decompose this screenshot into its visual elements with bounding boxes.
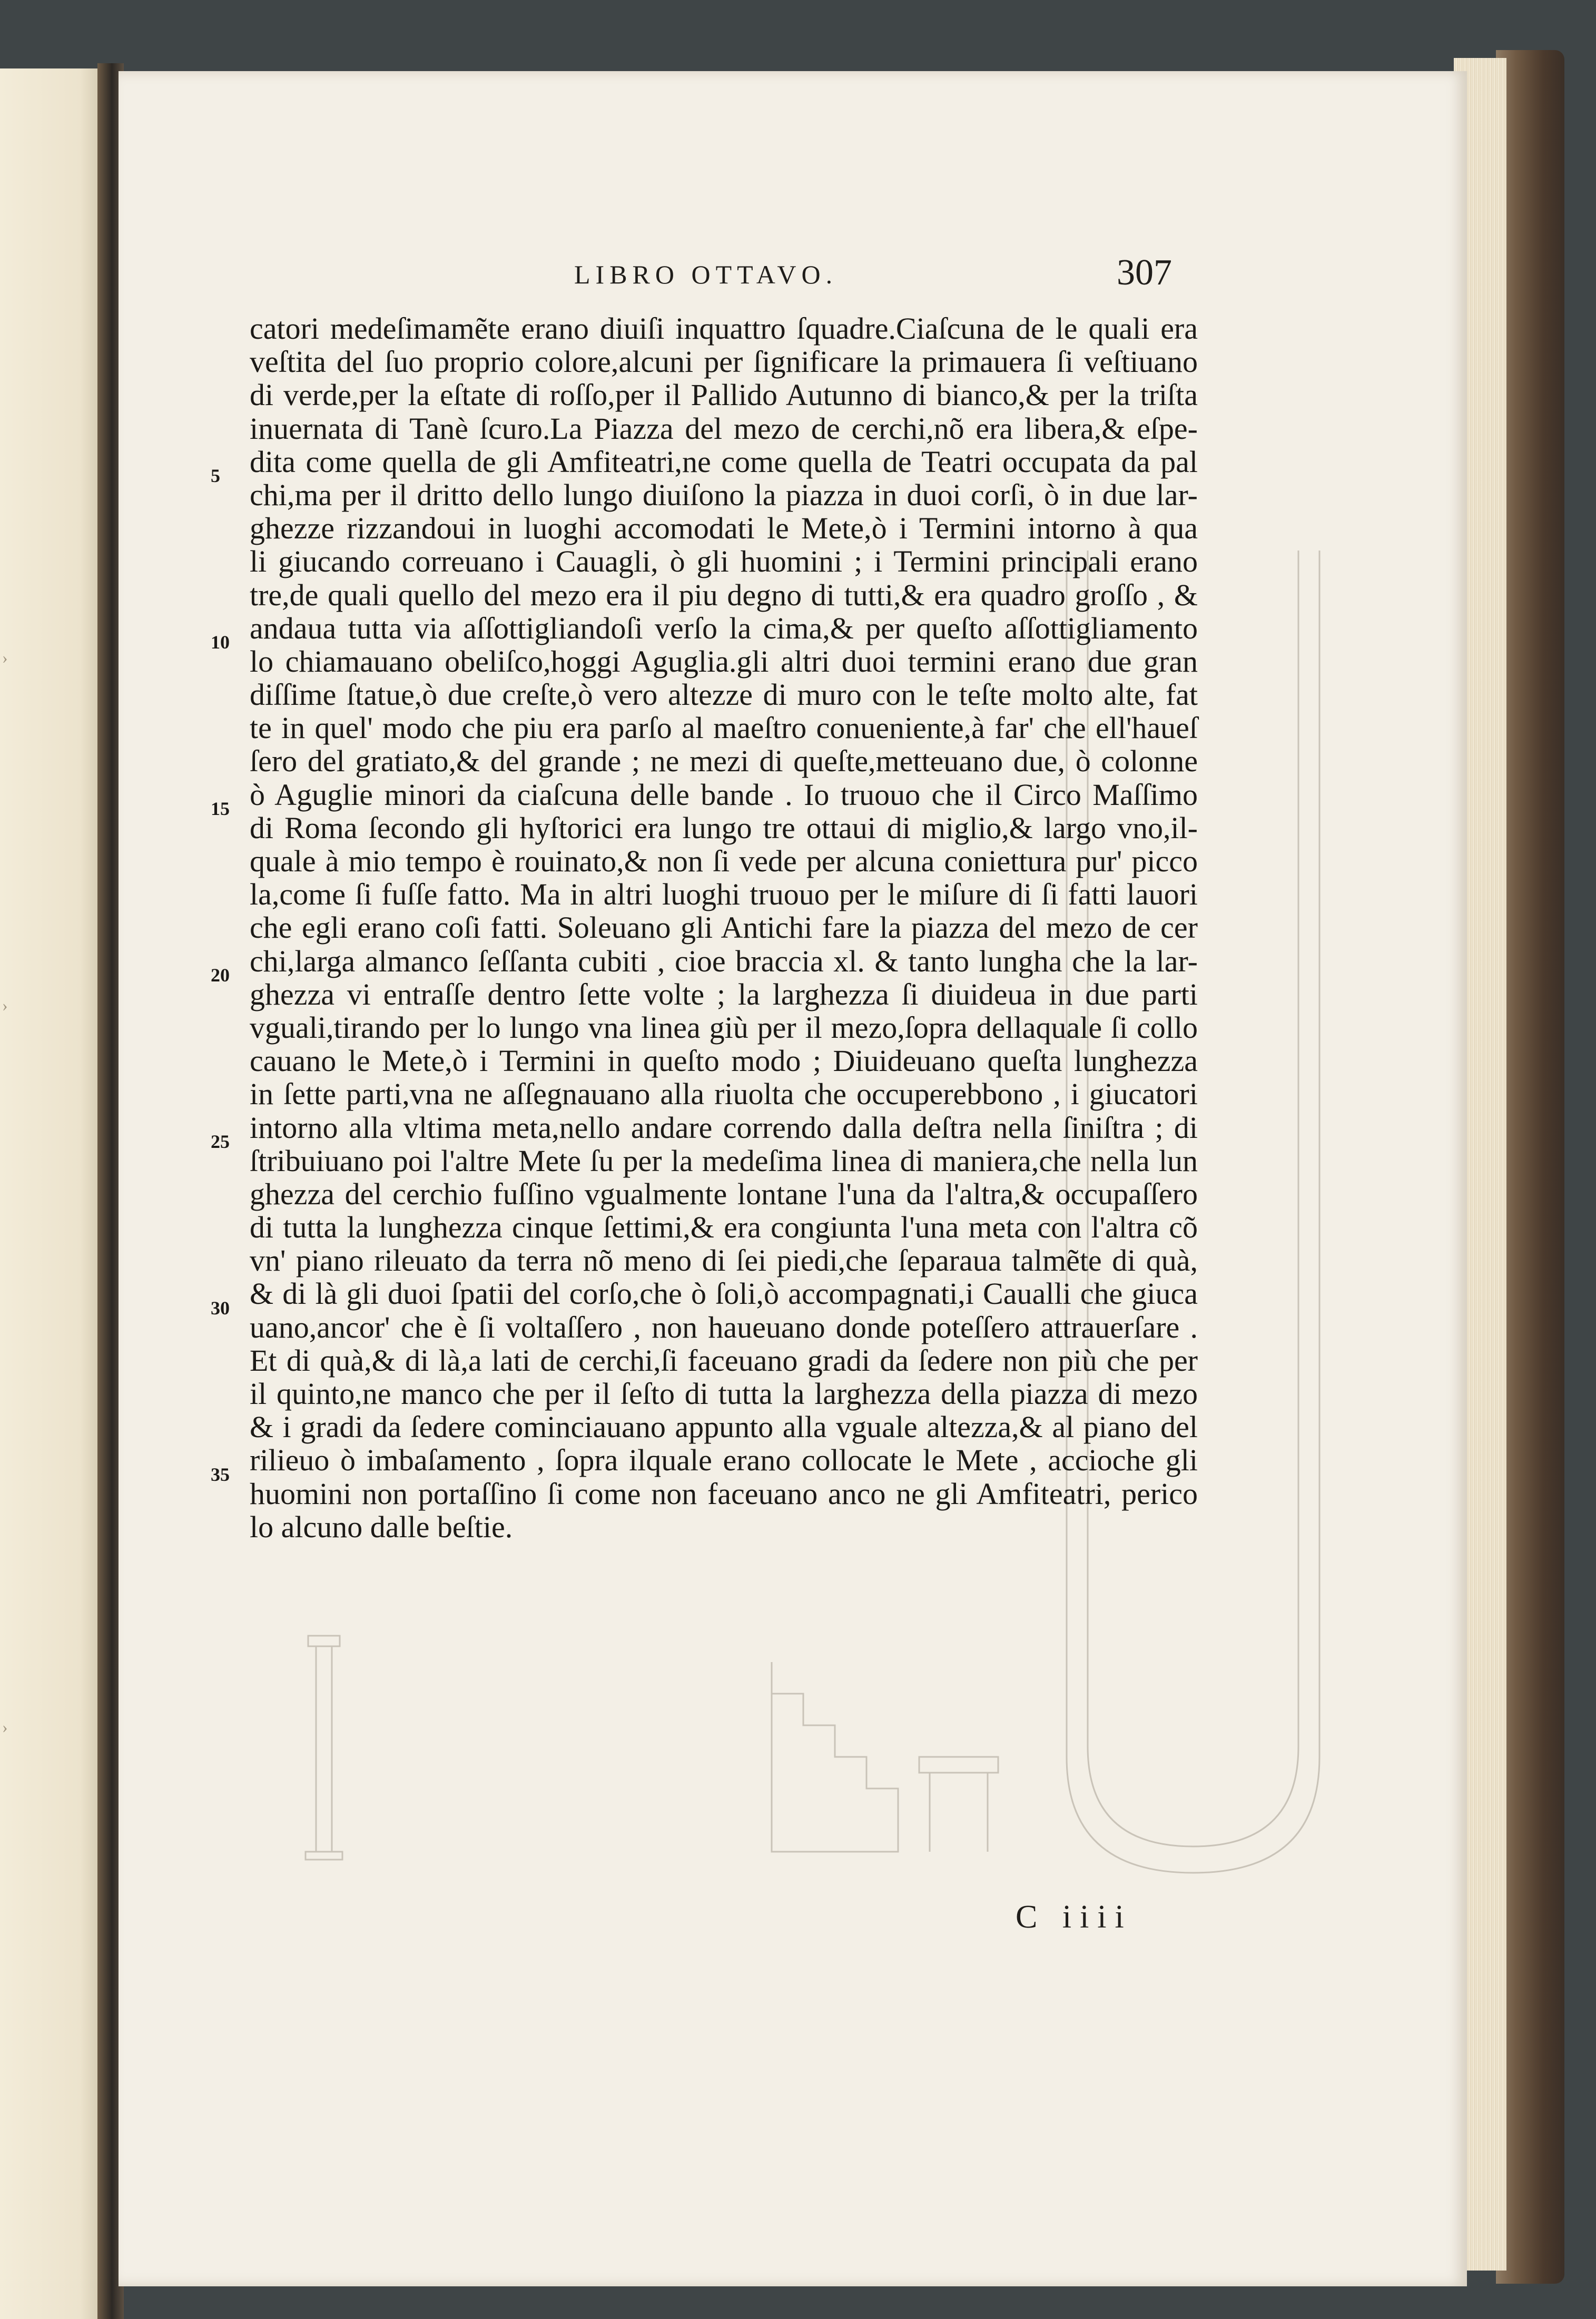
text-line: te in quel' modo che piu era parſo al maeſtro conueniente,à far' che ell'haueſ	[250, 711, 1198, 745]
text-line: il quinto,ne manco che per il ſeſto di tutta la larghezza della piazza di mezo	[250, 1377, 1198, 1411]
text-line: che egli erano coſi fatti. Soleuano gli Antichi fare la piazza del mezo de cer	[250, 910, 1198, 945]
main-text-block	[250, 312, 1198, 1544]
text-line: cauano le Mete,ò i Termini in queſto modo ; Diuideuano queſta lunghezza	[250, 1044, 1198, 1078]
margin-mark: ›	[2, 996, 8, 1015]
text-line: Et di quà,& di là,a lati de cerchi,ſi faceuano gradi da ſedere non più che per	[250, 1343, 1198, 1378]
show-through-diagram	[298, 1630, 1046, 1862]
text-line: ghezza vi entraſſe dentro ſette volte ; la larghezza ſi diuideua in due parti	[250, 977, 1198, 1011]
text-line: in ſette parti,vna ne aſſegnauano alla riuolta che occuperebbono , i giucatori	[250, 1077, 1198, 1112]
text-line: uano,ancor' che è ſi voltaſſero , non haueuano donde poteſſero attrauerſare .	[250, 1310, 1198, 1344]
text-line: lo alcuno dalle beſtie.	[250, 1509, 513, 1544]
line-number: 10	[211, 632, 230, 653]
text-line: di tutta la lunghezza cinque ſettimi,& era congiunta l'una meta con l'altra cõ	[250, 1210, 1198, 1245]
text-line: rilieuo ò imbaſamento , ſopra ilquale erano collocate le Mete , accioche gli	[250, 1443, 1198, 1478]
text-line: diſſime ſtatue,ò due creſte,ò vero altezze di muro con le teſte molto alte, fat	[250, 677, 1198, 712]
line-number: 5	[211, 465, 220, 486]
text-line: li giucando correuano i Cauagli, ò gli huomini ; i Termini principali erano	[250, 544, 1198, 579]
margin-mark: ›	[2, 1717, 8, 1736]
signature-mark: C iiii	[1016, 1899, 1132, 1935]
text-line: ghezza del cerchio fuſſino vgualmente lontane l'una da l'altra,& occupaſſero	[250, 1176, 1198, 1211]
text-line: quale à mio tempo è rouinato,& non ſi vede per alcuna coniettura pur' picco	[250, 844, 1198, 878]
text-line: ò Aguglie minori da ciaſcuna delle bande . Io truouo che il Circo Maſſimo	[250, 777, 1198, 812]
line-number: 35	[211, 1464, 230, 1485]
running-head: LIBRO OTTAVO.	[574, 260, 838, 289]
text-line: chi,larga almanco ſeſſanta cubiti , cioe braccia xl. & tanto lungha che la lar-	[250, 944, 1198, 978]
page-number: 307	[1117, 252, 1172, 293]
text-line: & i gradi da ſedere cominciauano appunto alla vguale altezza,& al piano del	[250, 1410, 1198, 1445]
line-number: 20	[211, 965, 230, 986]
text-line: ſtribuiuano poi l'altre Mete ſu per la medeſima linea di maniera,che nella lun	[250, 1143, 1198, 1178]
line-number: 15	[211, 798, 230, 819]
text-line: ghezze rizzandoui in luoghi accomodati le Mete,ò i Termini intorno à qua	[250, 511, 1198, 546]
text-line: chi,ma per il dritto dello lungo diuiſono la piazza in duoi corſi, ò in due lar-	[250, 477, 1198, 512]
margin-mark: ›	[2, 648, 8, 667]
text-line: la,come ſi fuſſe fatto. Ma in altri luoghi truouo per le miſure di ſi fatti lauori	[250, 877, 1198, 912]
line-number: 30	[211, 1298, 230, 1319]
text-line: lo chiamauano obeliſco,hoggi Aguglia.gli altri duoi termini erano due gran	[250, 644, 1198, 679]
text-line: vguali,tirando per lo lungo vna linea giù per il mezo,ſopra dellaquale ſi collo	[250, 1010, 1198, 1045]
text-line: di Roma ſecondo gli hyſtorici era lungo tre ottaui di miglio,& largo vno,il-	[250, 810, 1198, 845]
text-line: veſtita del ſuo proprio colore,alcuni per ſignificare la primauera ſi veſtiuano	[250, 345, 1198, 379]
text-line: ſero del gratiato,& del grande ; ne mezi di queſte,metteuano due, ò colonne	[250, 744, 1198, 779]
text-line: intorno alla vltima meta,nello andare correndo dalla deſtra nella ſiniſtra ; di	[250, 1110, 1198, 1145]
text-line: tre,de quali quello del mezo era il piu degno di tutti,& era quadro groſſo , &	[250, 577, 1198, 612]
line-number: 25	[211, 1131, 230, 1152]
text-line: vn' piano rileuato da terra nõ meno di ſei piedi,che ſeparaua talmẽte di quà,	[250, 1243, 1198, 1278]
text-line: & di là gli duoi ſpatii del corſo,che ò ſoli,ò accompagnati,i Caualli che giuca	[250, 1276, 1198, 1311]
text-line: andaua tutta via aſſottigliandoſi verſo la cima,& per queſto aſſottigliamento	[250, 611, 1198, 645]
facing-page	[0, 68, 100, 2319]
text-line: dita come quella de gli Amfiteatri,ne come quella de Teatri occupata da pal	[250, 444, 1198, 479]
text-line: di verde,per la eſtate di roſſo,per il Pallido Autunno di bianco,& per la triſta	[250, 378, 1198, 412]
text-line: inuernata di Tanè ſcuro.La Piazza del mezo de cerchi,nõ era libera,& eſpe-	[250, 411, 1198, 446]
text-line: huomini non portaſſino ſi come non faceuano anco ne gli Amfiteatri, perico	[250, 1476, 1198, 1511]
text-line: catori medeſimamẽte erano diuiſi inquattro ſquadre.Ciaſcuna de le quali era	[250, 311, 1198, 346]
